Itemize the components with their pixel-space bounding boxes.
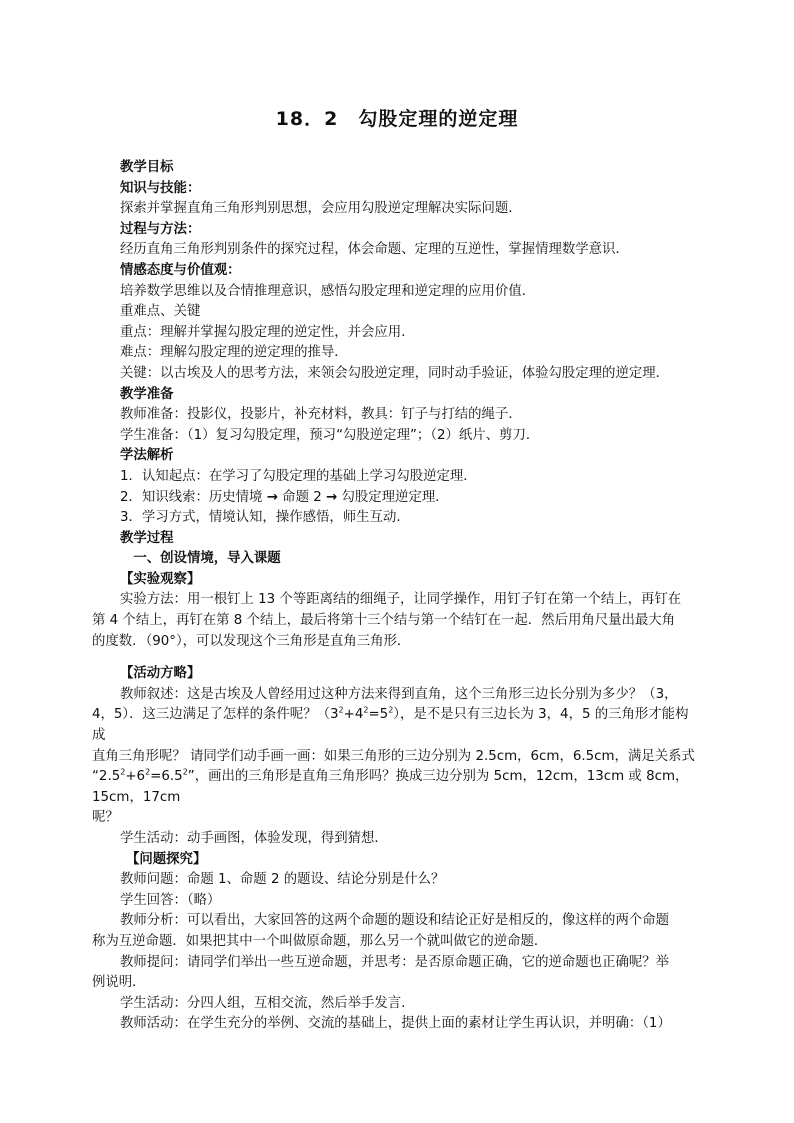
experiment-heading: 【实验观察】: [120, 571, 201, 587]
student-prep-text: 学生准备：（1）复习勾股定理，预习“勾股逆定理”；（2）纸片、剪刀．: [120, 427, 540, 443]
activity-line-1: 教师叙述：这是古埃及人曾经用过这种方法来得到直角，这个三角形三边长分别为多少？（3，: [120, 686, 678, 702]
method-item-2-part-c: 勾股定理逆定理．: [337, 489, 449, 505]
knowledge-text: 探索并掌握直角三角形判别思想，会应用勾股逆定理解决实际问题．: [120, 201, 522, 217]
experiment-line-3: 的度数．（90°），可以发现这个三角形是直角三角形．: [92, 633, 411, 649]
section-heading-key: 重难点、关键: [120, 304, 201, 320]
teacher-activity: 教师活动：在学生充分的举例、交流的基础上，提供上面的素材让学生再认识，并明确：（1）: [120, 1016, 671, 1032]
attitude-text: 培养数学思维以及合情推理意识，感悟勾股定理和逆定理的应用价值．: [120, 283, 536, 299]
teacher-question: 教师问题：命题 1、命题 2 的题设、结论分别是什么？: [120, 872, 445, 888]
student-answer: 学生回答：（略）: [120, 892, 221, 908]
student-activity-2: 学生活动：分四人组，互相交流，然后举手发言．: [120, 995, 415, 1011]
activity-line-4: “$2.5^2+6^2=6.5^2$”，画出的三角形是直角三角形吗？换成三边分别为 5cm，12cm，13cm 或 8cm，15cm，17cm: [92, 767, 689, 805]
analysis-line-2: 称为互逆命题．如果把其中一个叫做原命题，那么另一个就叫做它的逆命题．: [92, 933, 548, 949]
focus-text: 重点：理解并掌握勾股定理的逆定性，并会应用．: [120, 324, 415, 340]
method-item-3: 3．学习方式，情境认知，操作感悟，师生互动．: [120, 510, 410, 526]
method-item-2: [120, 488, 700, 509]
activity-line-2: 4，5）．这三边满足了怎样的条件呢？$(3^2+4^2=5^2)$，是不是只有三边长为 3，4，5 的三角形才能构成: [92, 705, 689, 744]
process-label: 过程与方法：: [120, 221, 201, 237]
activity-line-3: 直角三角形呢？ 请同学们动手画一画：如果三角形的三边分别为 2.5cm，6cm，6.5cm，满足关系式: [92, 748, 695, 764]
attitude-label: 情感态度与价值观：: [120, 262, 241, 278]
section-heading-goals: 教学目标: [120, 160, 174, 175]
document-body: [92, 158, 700, 1035]
process-text: 经历直角三角形判别条件的探究过程，体会命题、定理的互逆性，掌握情理数学意识．: [120, 242, 629, 258]
arrow-icon: →: [326, 489, 338, 505]
subsection-heading-1: 一、创设情境，导入课题: [133, 551, 281, 567]
activity-line-5: 呢？: [92, 810, 119, 826]
page-title: 18．2 勾股定理的逆定理: [275, 108, 519, 130]
method-item-2-part-b: 命题 2: [277, 489, 326, 505]
section-heading-process: 教学过程: [120, 530, 174, 546]
teacher-prep-text: 教师准备：投影仪，投影片，补充材料，教具：钉子与打结的绳子．: [120, 407, 522, 423]
teacher-ask-line-1: 教师提问：请同学们举出一些互逆命题，并思考：是否原命题正确，它的逆命题也正确呢？举: [120, 954, 670, 970]
method-item-1: 1．认知起点：在学习了勾股定理的基础上学习勾股逆定理．: [120, 468, 477, 484]
method-item-2-part-a: 2．知识线索：历史情境: [120, 489, 267, 505]
difficulty-text: 难点：理解勾股定理的逆定理的推导．: [120, 345, 348, 361]
experiment-line-1: 实验方法：用一根钉上 13 个等距离结的细绳子，让同学操作，用钉子钉在第一个结上，再钉在: [120, 592, 682, 608]
experiment-line-2: 第 4 个结上，再钉在第 8 个结上，最后将第十三个结与第一个结钉在一起．然后用角尺量出最大角: [92, 613, 676, 629]
analysis-line-1: 教师分析：可以看出，大家回答的这两个命题的题设和结论正好是相反的，像这样的两个命题: [120, 913, 670, 929]
student-activity-1: 学生活动：动手画图，体验发现，得到猜想．: [120, 831, 388, 846]
arrow-icon: →: [266, 489, 278, 505]
section-heading-prep: 教学准备: [120, 386, 174, 402]
teacher-ask-line-2: 例说明．: [92, 975, 146, 991]
question-heading: 【问题探究】: [126, 851, 207, 867]
key-point-text: 关键：以古埃及人的思考方法，来领会勾股逆定理，同时动手验证，体验勾股定理的逆定理．: [120, 365, 670, 381]
section-heading-method: 学法解析: [120, 448, 174, 464]
activity-heading: 【活动方略】: [120, 666, 201, 682]
knowledge-label: 知识与技能：: [120, 180, 201, 196]
